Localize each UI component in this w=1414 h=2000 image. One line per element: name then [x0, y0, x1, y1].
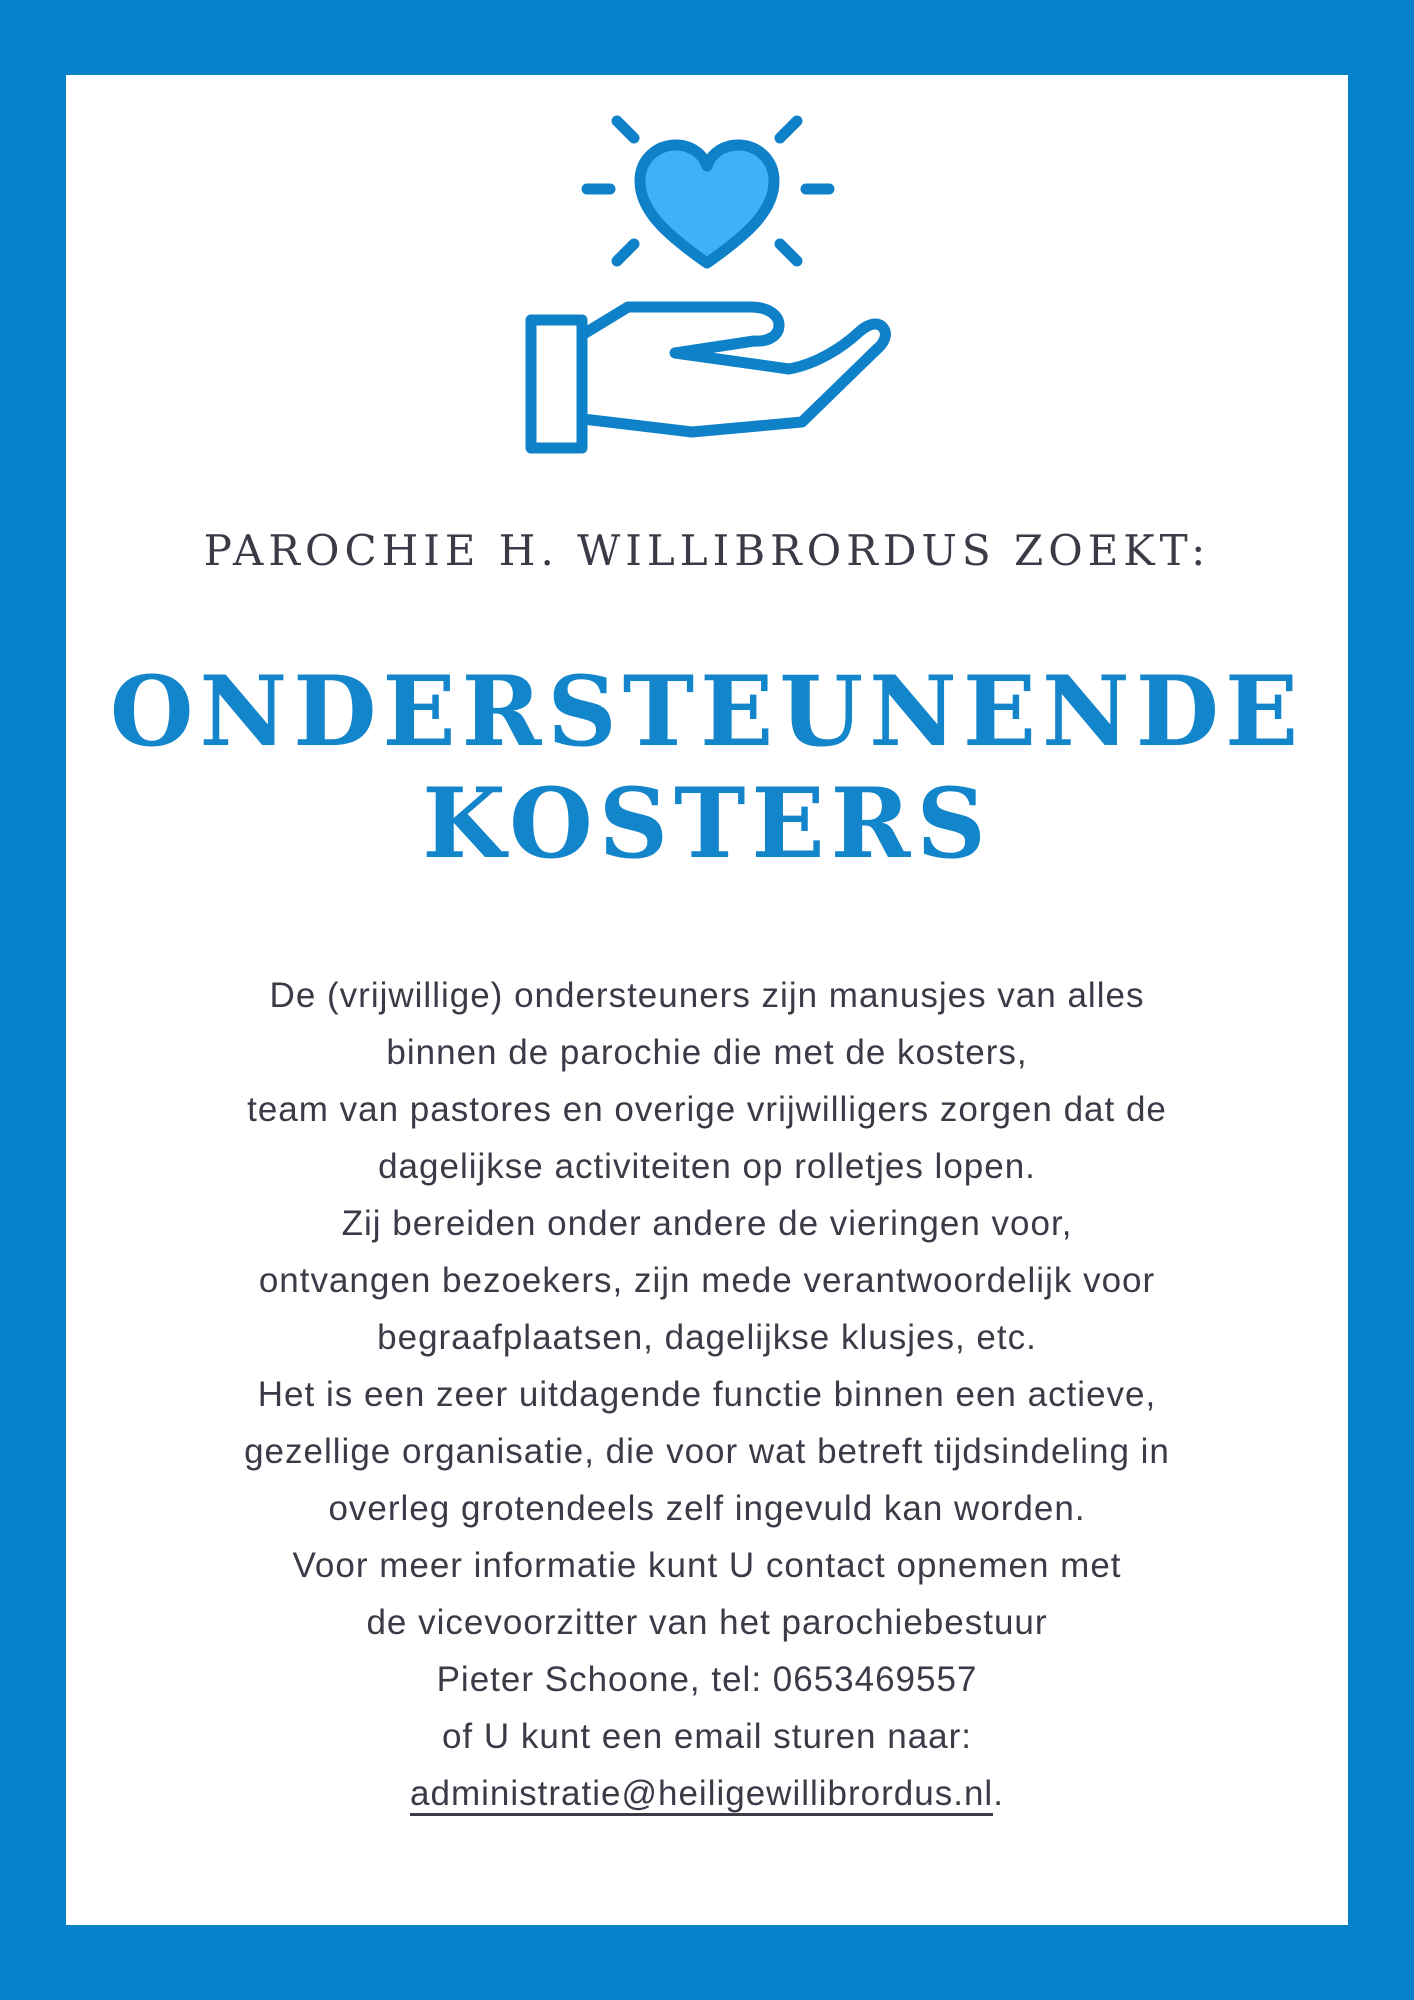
main-title-line1: ONDERSTEUNENDE — [109, 655, 1305, 768]
main-title — [66, 656, 1348, 881]
body-line: dagelijkse activiteiten op rolletjes lopen. — [378, 1146, 1036, 1186]
body-line: De (vrijwillige) ondersteuners zijn manusjes van alles — [269, 975, 1145, 1015]
body-line: Zij bereiden onder andere de vieringen voor, — [341, 1203, 1073, 1243]
main-title-line2: KOSTERS — [422, 767, 992, 881]
body-line: Pieter Schoone, tel: 0653469557 — [436, 1659, 978, 1699]
hand-holding-heart-icon — [507, 85, 907, 485]
body-line: de vicevoorzitter van het parochiebestuur — [366, 1602, 1048, 1642]
body-line: gezellige organisatie, die voor wat betreft tijdsindeling in — [244, 1431, 1170, 1471]
body-line: team van pastores en overige vrijwilligers zorgen dat de — [247, 1089, 1167, 1129]
body-line: Voor meer informatie kunt U contact opnemen met — [292, 1545, 1122, 1585]
body-line: Het is een zeer uitdagende functie binnen een actieve, — [257, 1374, 1157, 1414]
body-paragraph — [66, 967, 1348, 1822]
kicker-heading: PAROCHIE H. WILLIBRORDUS ZOEKT: — [203, 526, 1211, 575]
body-line: ontvangen bezoekers, zijn mede verantwoordelijk voor — [258, 1260, 1156, 1300]
email-line — [66, 1765, 1348, 1822]
body-line: begraafplaatsen, dagelijkse klusjes, etc. — [377, 1317, 1037, 1357]
body-line: binnen de parochie die met de kosters, — [386, 1032, 1028, 1072]
poster-content — [66, 75, 1348, 1925]
email-suffix: . — [993, 1773, 1004, 1813]
email-link[interactable]: administratie@heiligewillibrordus.nl — [410, 1774, 993, 1816]
body-line: overleg grotendeels zelf ingevuld kan worden. — [328, 1488, 1086, 1528]
body-line: of U kunt een email sturen naar: — [441, 1716, 973, 1756]
